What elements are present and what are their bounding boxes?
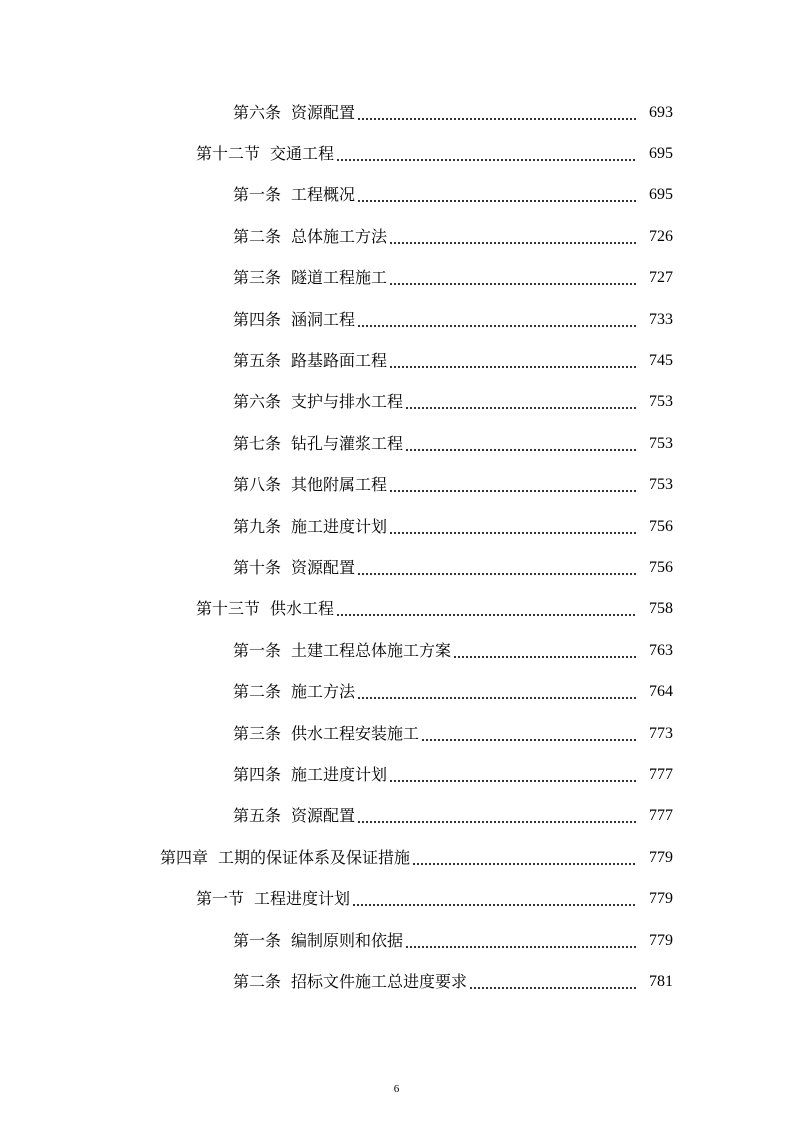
toc-entry-page: 763 [649, 641, 673, 659]
dot-leader [336, 147, 637, 167]
toc-entry-title: 路基路面工程 [291, 351, 388, 371]
toc-entry-label: 第一条 [233, 640, 282, 660]
toc-entry[interactable] [0, 796, 793, 837]
toc-entry-label: 第八条 [233, 475, 282, 495]
toc-entry-title: 隧道工程施工 [291, 268, 388, 288]
toc-entry-title: 钻孔与灌浆工程 [291, 433, 404, 453]
toc-entry-title: 编制原则和依据 [291, 930, 404, 950]
toc-entry[interactable] [0, 258, 793, 299]
toc-entry-page: 726 [649, 227, 673, 245]
toc-entry[interactable] [0, 465, 793, 506]
toc-entry-label: 第四条 [233, 764, 282, 784]
toc-entry-label: 第三条 [233, 723, 282, 743]
toc-entry-title: 支护与排水工程 [291, 392, 404, 412]
toc-entry-page: 733 [649, 310, 673, 328]
toc-entry-page: 693 [649, 103, 673, 121]
toc-entry[interactable] [0, 547, 793, 588]
toc-entry[interactable] [0, 671, 793, 712]
toc-entry-label: 第一条 [233, 185, 282, 205]
dot-leader [389, 520, 637, 540]
toc-entry[interactable] [0, 382, 793, 423]
toc-entry[interactable] [0, 92, 793, 133]
toc-entry-title: 资源配置 [291, 806, 356, 826]
toc-entry-title: 招标文件施工总进度要求 [291, 971, 468, 991]
toc-entry-label: 第二条 [233, 226, 282, 246]
toc-entry[interactable] [0, 175, 793, 216]
toc-entry-title: 工程进度计划 [254, 889, 351, 909]
toc-entry-label: 第七条 [233, 433, 282, 453]
toc-entry[interactable] [0, 299, 793, 340]
toc-entry-label: 第九条 [233, 516, 282, 536]
toc-entry-title: 工程概况 [291, 185, 356, 205]
toc-entry-title: 施工进度计划 [291, 516, 388, 536]
dot-leader [389, 478, 637, 498]
toc-entry[interactable] [0, 340, 793, 381]
toc-entry-label: 第五条 [233, 351, 282, 371]
toc-entry-page: 745 [649, 352, 673, 370]
page-number: 6 [393, 1083, 400, 1095]
toc-entry-page: 779 [649, 931, 673, 949]
toc-entry-label: 第三条 [233, 268, 282, 288]
toc-entry-page: 756 [649, 558, 673, 576]
toc-entry-title: 工期的保证体系及保证措施 [218, 847, 411, 867]
dot-leader [405, 437, 637, 457]
toc-entry-page: 756 [649, 517, 673, 535]
toc-entry-title: 资源配置 [291, 557, 356, 577]
toc-entry-label: 第十三节 [196, 599, 261, 619]
toc-entry[interactable] [0, 423, 793, 464]
toc-entry[interactable] [0, 506, 793, 547]
dot-leader [357, 106, 637, 126]
toc-entry[interactable] [0, 630, 793, 671]
toc-entry-title: 涵洞工程 [291, 309, 356, 329]
toc-entry-label: 第六条 [233, 102, 282, 122]
toc-entry-label: 第十二节 [196, 144, 261, 164]
toc-entry-page: 727 [649, 269, 673, 287]
toc-entry-label: 第四条 [233, 309, 282, 329]
toc-entry-title: 施工进度计划 [291, 764, 388, 784]
dot-leader [453, 644, 637, 664]
dot-leader [389, 230, 637, 250]
toc-entry-label: 第二条 [233, 971, 282, 991]
toc-entry[interactable] [0, 920, 793, 961]
toc-entry-label: 第一条 [233, 930, 282, 950]
toc-entry-page: 753 [649, 393, 673, 411]
toc-entry-label: 第十条 [233, 557, 282, 577]
toc-entry-title: 资源配置 [291, 102, 356, 122]
toc-entry-title: 交通工程 [270, 144, 335, 164]
dot-leader [421, 727, 637, 747]
dot-leader [405, 934, 637, 954]
toc-entry[interactable] [0, 754, 793, 795]
table-of-contents [0, 92, 793, 1003]
dot-leader [412, 851, 637, 871]
toc-entry[interactable] [0, 961, 793, 1002]
toc-entry-label: 第五条 [233, 806, 282, 826]
toc-entry[interactable] [0, 837, 793, 878]
toc-entry-label: 第六条 [233, 392, 282, 412]
toc-entry-page: 777 [649, 765, 673, 783]
dot-leader [405, 395, 637, 415]
dot-leader [389, 354, 637, 374]
toc-entry-title: 土建工程总体施工方案 [291, 640, 452, 660]
toc-entry-page: 695 [649, 186, 673, 204]
toc-entry-page: 779 [649, 890, 673, 908]
dot-leader [357, 313, 637, 333]
toc-entry-page: 758 [649, 600, 673, 618]
dot-leader [352, 892, 637, 912]
toc-entry-title: 施工方法 [291, 682, 356, 702]
dot-leader [469, 975, 637, 995]
toc-entry-title: 供水工程安装施工 [291, 723, 420, 743]
toc-entry-page: 779 [649, 848, 673, 866]
toc-entry-page: 764 [649, 683, 673, 701]
toc-entry-title: 总体施工方法 [291, 226, 388, 246]
dot-leader [389, 768, 637, 788]
dot-leader [357, 809, 637, 829]
dot-leader [357, 685, 637, 705]
toc-entry[interactable] [0, 589, 793, 630]
dot-leader [336, 602, 637, 622]
dot-leader [357, 561, 637, 581]
toc-entry[interactable] [0, 878, 793, 919]
toc-entry-page: 773 [649, 724, 673, 742]
toc-entry-title: 其他附属工程 [291, 475, 388, 495]
dot-leader [357, 188, 637, 208]
toc-entry-page: 753 [649, 434, 673, 452]
toc-entry[interactable] [0, 713, 793, 754]
dot-leader [389, 271, 637, 291]
toc-entry-page: 777 [649, 807, 673, 825]
toc-entry-page: 753 [649, 476, 673, 494]
toc-entry-title: 供水工程 [270, 599, 335, 619]
toc-entry-page: 781 [649, 972, 673, 990]
toc-entry-label: 第二条 [233, 682, 282, 702]
toc-entry[interactable] [0, 133, 793, 174]
toc-entry-label: 第一节 [196, 889, 245, 909]
toc-entry-label: 第四章 [160, 847, 209, 867]
toc-entry[interactable] [0, 216, 793, 257]
toc-entry-page: 695 [649, 145, 673, 163]
